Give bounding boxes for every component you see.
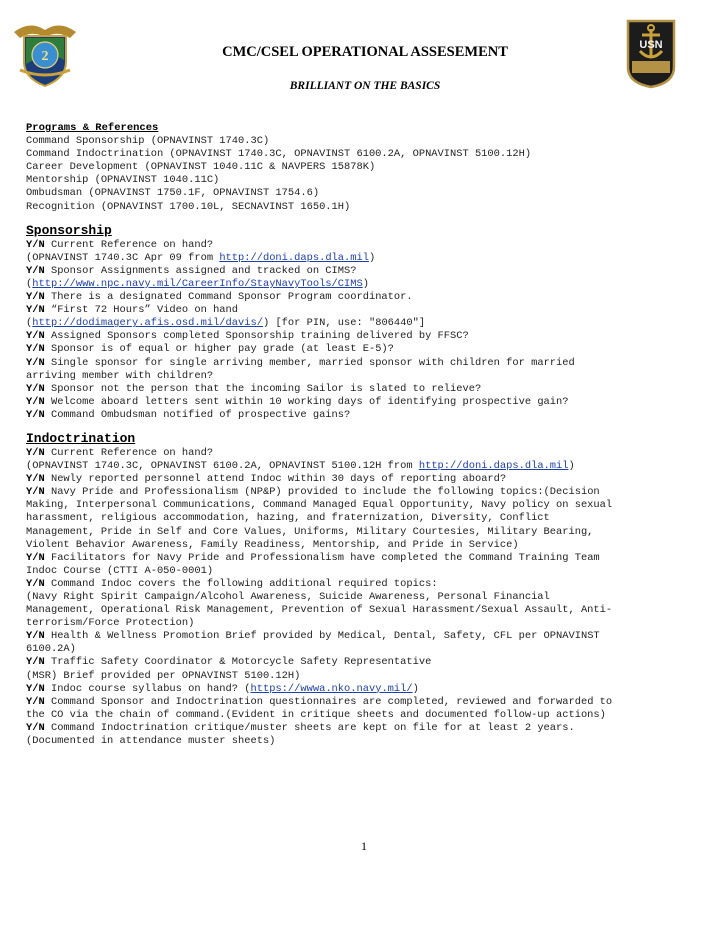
reference-line: (http://www.npc.navy.mil/CareerInfo/StayNavyTools/CIMS) bbox=[26, 277, 369, 290]
checklist-continuation: the CO via the chain of command.(Evident in critique sheets and documented follow-up actions) bbox=[26, 708, 606, 721]
programs-heading: Programs & References bbox=[26, 122, 159, 134]
checklist-continuation: Indoc Course (CTTI A-050-0001) bbox=[26, 564, 214, 577]
cims-link[interactable]: http://www.npc.navy.mil/CareerInfo/StayNavyTools/CIMS bbox=[32, 277, 363, 290]
program-line: Mentorship (OPNAVINST 1040.11C) bbox=[26, 174, 220, 187]
checklist-item: Y/N Sponsor is of equal or higher pay grade (at least E-5)? bbox=[26, 343, 394, 356]
checklist-continuation: terrorism/Force Protection) bbox=[26, 617, 195, 630]
checklist-item: Y/N Current Reference on hand? bbox=[26, 238, 214, 251]
checklist-item: Y/N Navy Pride and Professionalism (NP&P) provided to include the following topics:(Decision bbox=[26, 486, 600, 499]
checklist-continuation: arriving member with children? bbox=[26, 369, 214, 382]
seal-text: USN bbox=[639, 39, 663, 51]
checklist-item: Y/N Command Sponsor and Indoctrination questionnaires are completed, reviewed and forwarded to bbox=[26, 695, 613, 708]
checklist-item: Y/N Single sponsor for single arriving member, married sponsor with children for married bbox=[26, 356, 575, 369]
reference-line: (OPNAVINST 1740.3C, OPNAVINST 6100.2A, OPNAVINST 5100.12H from http://doni.daps.dla.mil) bbox=[26, 460, 575, 473]
program-line: Recognition (OPNAVINST 1700.10L, SECNAVINST 1650.1H) bbox=[26, 200, 351, 213]
checklist-item: Y/N Facilitators for Navy Pride and Professionalism have completed the Command Training Team bbox=[26, 551, 600, 564]
checklist-item: Y/N Assigned Sponsors completed Sponsorship training delivered by FFSC? bbox=[26, 330, 469, 343]
checklist-continuation: Management, Operational Risk Management, Prevention of Sexual Harassment/Sexual Assault, Anti- bbox=[26, 604, 613, 617]
page-title: CMC/CSEL OPERATIONAL ASSESEMENT bbox=[222, 44, 508, 60]
doni-link[interactable]: http://doni.daps.dla.mil bbox=[418, 460, 569, 473]
svg-text:2: 2 bbox=[41, 49, 49, 64]
checklist-continuation: harassment, religious accommodation, hazing, and fraternization, Diversity, Conflict bbox=[26, 512, 550, 525]
checklist-item: Y/N Welcome aboard letters sent within 10 working days of identifying prospective gain? bbox=[26, 395, 569, 408]
checklist-continuation: Violent Behavior Awareness, Family Readiness, Mentorship, and Pride in Service) bbox=[26, 538, 519, 551]
program-line: Ombudsman (OPNAVINST 1750.1F, OPNAVINST 1754.6) bbox=[26, 187, 320, 200]
reference-line: (http://dodimagery.afis.osd.mil/davis/) [for PIN, use: "806440"] bbox=[26, 317, 426, 330]
page-number: 1 bbox=[361, 839, 367, 853]
checklist-continuation: (Navy Right Spirit Campaign/Alcohol Awareness, Suicide Awareness, Personal Financial bbox=[26, 591, 550, 603]
indoctrination-heading: Indoctrination bbox=[26, 430, 136, 446]
checklist-continuation: (Documented in attendance muster sheets) bbox=[26, 735, 276, 748]
checklist-continuation: 6100.2A) bbox=[26, 643, 76, 656]
checklist-item: Y/N Health & Wellness Promotion Brief provided by Medical, Dental, Safety, CFL per OPNAVINST bbox=[26, 630, 600, 643]
reference-line: (OPNAVINST 1740.3C Apr 09 from http://doni.daps.dla.mil) bbox=[26, 251, 376, 264]
checklist-item: Y/N Sponsor Assignments assigned and tracked on CIMS? bbox=[26, 264, 357, 277]
program-line: Command Sponsorship (OPNAVINST 1740.3C) bbox=[26, 135, 270, 148]
dodimagery-link[interactable]: http://dodimagery.afis.osd.mil/davis/ bbox=[32, 317, 263, 330]
program-line: Command Indoctrination (OPNAVINST 1740.3C, OPNAVINST 6100.2A, OPNAVINST 5100.12H) bbox=[26, 148, 532, 161]
checklist-item: Y/N Newly reported personnel attend Indoc within 30 days of reporting aboard? bbox=[26, 473, 507, 486]
checklist-item: Y/N Command Indoc covers the following additional required topics: bbox=[26, 577, 438, 590]
checklist-item: Y/N Command Ombudsman notified of prospective gains? bbox=[26, 408, 351, 421]
checklist-item: Y/N Command Indoctrination critique/muster sheets are kept on file for at least 2 years. bbox=[26, 721, 575, 734]
checklist-continuation: Management, Pride in Self and Core Values, Uniforms, Military Courtesies, Military Bearing, bbox=[26, 525, 594, 538]
doni-link[interactable]: http://doni.daps.dla.mil bbox=[219, 251, 369, 264]
checklist-item: Y/N Indoc course syllabus on hand? (https://wwwa.nko.navy.mil/) bbox=[26, 682, 419, 695]
nko-link[interactable]: https://wwwa.nko.navy.mil/ bbox=[250, 682, 413, 695]
checklist-item: Y/N Current Reference on hand? bbox=[26, 446, 214, 459]
page-subtitle: BRILLIANT ON THE BASICS bbox=[289, 80, 441, 92]
usn-anchor-seal-icon bbox=[622, 17, 680, 89]
sponsorship-heading: Sponsorship bbox=[26, 222, 112, 238]
fleet-emblem-icon bbox=[10, 10, 80, 90]
checklist-item: Y/N Traffic Safety Coordinator & Motorcycle Safety Representative bbox=[26, 656, 432, 669]
document-body bbox=[26, 122, 716, 748]
checklist-continuation: Making, Interpersonal Communications, Command Managed Equal Opportunity, Navy policy on sexual bbox=[26, 499, 613, 512]
checklist-item: Y/N There is a designated Command Sponsor Program coordinator. bbox=[26, 291, 413, 304]
checklist-item: Y/N Sponsor not the person that the incoming Sailor is slated to relieve? bbox=[26, 382, 482, 395]
checklist-continuation: (MSR) Brief provided per OPNAVINST 5100.12H) bbox=[26, 669, 301, 682]
checklist-item: Y/N “First 72 Hours” Video on hand bbox=[26, 304, 239, 317]
program-line: Career Development (OPNAVINST 1040.11C & NAVPERS 15878K) bbox=[26, 161, 376, 174]
